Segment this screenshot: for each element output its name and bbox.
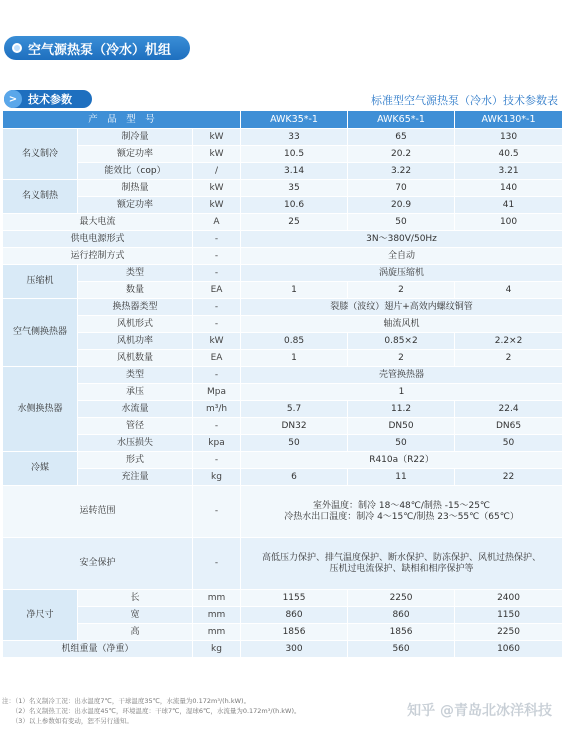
footnotes xyxy=(2,697,301,726)
row-unit: - xyxy=(193,452,241,469)
cell-value: 130 xyxy=(455,129,563,146)
cell-value: 3N～380V/50Hz xyxy=(241,231,563,248)
page-title-text: 空气源热泵（冷水）机组 xyxy=(28,42,172,58)
cell-value: 11.2 xyxy=(348,401,455,418)
table-caption: 标准型空气源热泵（冷水）技术参数表 xyxy=(371,94,558,107)
row-label: 运转范围 xyxy=(3,486,193,538)
row-label: 风机功率 xyxy=(78,333,193,350)
bullet-icon xyxy=(12,43,22,53)
row-group-label: 名义制冷 xyxy=(3,129,78,180)
cell-value: 4 xyxy=(455,282,563,299)
row-label: 充注量 xyxy=(78,469,193,486)
row-unit: kW xyxy=(193,180,241,197)
cell-value: 100 xyxy=(455,214,563,231)
header-model: AWK130*-1 xyxy=(455,111,563,129)
cell-value: 3.14 xyxy=(241,163,348,180)
op-range-line: 冷热水出口温度：制冷 4～15℃/制热 23～55℃（65℃） xyxy=(284,511,519,522)
spec-table xyxy=(2,110,563,658)
cell-value: 2 xyxy=(348,282,455,299)
row-unit: - xyxy=(193,367,241,384)
cell-value: 1150 xyxy=(455,607,563,624)
cell-value: 50 xyxy=(348,435,455,452)
cell-value: 壳管换热器 xyxy=(241,367,563,384)
cell-value: 5.7 xyxy=(241,401,348,418)
row-unit: - xyxy=(193,231,241,248)
table-row xyxy=(3,231,563,248)
cell-value: 1856 xyxy=(241,624,348,641)
row-label: 额定功率 xyxy=(78,146,193,163)
row-label: 额定功率 xyxy=(78,197,193,214)
row-label: 机组重量（净重） xyxy=(3,641,193,658)
row-unit: / xyxy=(193,163,241,180)
cell-value: 25 xyxy=(241,214,348,231)
row-label: 类型 xyxy=(78,367,193,384)
cell-value: 10.5 xyxy=(241,146,348,163)
cell-value: 40.5 xyxy=(455,146,563,163)
row-label: 换热器类型 xyxy=(78,299,193,316)
cell-value: 2.2×2 xyxy=(455,333,563,350)
table-row xyxy=(3,538,563,590)
row-group-label: 水侧换热器 xyxy=(3,367,78,452)
cell-value: 1060 xyxy=(455,641,563,658)
row-unit: A xyxy=(193,214,241,231)
row-unit: - xyxy=(193,486,241,538)
table-row xyxy=(3,350,563,367)
cell-value: 22 xyxy=(455,469,563,486)
table-row xyxy=(3,282,563,299)
cell-value xyxy=(241,486,563,538)
row-unit: mm xyxy=(193,590,241,607)
table-header-row xyxy=(3,111,563,129)
row-label: 管径 xyxy=(78,418,193,435)
row-unit: - xyxy=(193,299,241,316)
table-row xyxy=(3,624,563,641)
row-label: 长 xyxy=(78,590,193,607)
table-row xyxy=(3,469,563,486)
cell-value: 0.85 xyxy=(241,333,348,350)
cell-value: 全自动 xyxy=(241,248,563,265)
cell-value: 20.9 xyxy=(348,197,455,214)
cell-value: 33 xyxy=(241,129,348,146)
row-unit: Mpa xyxy=(193,384,241,401)
section-label xyxy=(4,90,92,108)
table-row xyxy=(3,180,563,197)
arrow-right-icon: > xyxy=(4,90,22,108)
footnote: （3）以上参数如有变动，恕不另行通知。 xyxy=(2,716,133,725)
row-unit: kW xyxy=(193,146,241,163)
table-row xyxy=(3,452,563,469)
cell-value: DN32 xyxy=(241,418,348,435)
table-row xyxy=(3,418,563,435)
row-label: 形式 xyxy=(78,452,193,469)
table-row xyxy=(3,197,563,214)
row-label: 制冷量 xyxy=(78,129,193,146)
row-unit: mm xyxy=(193,607,241,624)
watermark: 知乎 @青岛北冰洋科技 xyxy=(407,703,552,719)
row-unit: kW xyxy=(193,333,241,350)
row-unit: - xyxy=(193,316,241,333)
table-row xyxy=(3,248,563,265)
section-header xyxy=(2,90,562,108)
op-range-line: 室外温度：制冷 18～48℃/制热 -15～25℃ xyxy=(313,500,491,511)
cell-value: 2 xyxy=(455,350,563,367)
cell-value: 70 xyxy=(348,180,455,197)
cell-value: 3.21 xyxy=(455,163,563,180)
cell-value: 50 xyxy=(241,435,348,452)
row-label: 水压损失 xyxy=(78,435,193,452)
cell-value: 0.85×2 xyxy=(348,333,455,350)
row-label: 安全保护 xyxy=(3,538,193,590)
cell-value: 22.4 xyxy=(455,401,563,418)
cell-value: 1155 xyxy=(241,590,348,607)
row-unit: m³/h xyxy=(193,401,241,418)
cell-value: 2250 xyxy=(455,624,563,641)
table-row xyxy=(3,333,563,350)
row-label: 制热量 xyxy=(78,180,193,197)
row-unit: kW xyxy=(193,129,241,146)
cell-value: 50 xyxy=(348,214,455,231)
cell-value: 1 xyxy=(241,350,348,367)
row-unit: mm xyxy=(193,624,241,641)
row-unit: kg xyxy=(193,641,241,658)
row-label: 能效比（cop） xyxy=(78,163,193,180)
table-row xyxy=(3,146,563,163)
row-unit: - xyxy=(193,418,241,435)
cell-value: 35 xyxy=(241,180,348,197)
row-label: 类型 xyxy=(78,265,193,282)
table-row xyxy=(3,163,563,180)
row-unit: EA xyxy=(193,350,241,367)
header-product-model: 产 品 型 号 xyxy=(3,111,241,129)
row-unit: kg xyxy=(193,469,241,486)
table-row xyxy=(3,214,563,231)
table-row xyxy=(3,401,563,418)
table-row xyxy=(3,316,563,333)
cell-value: 1 xyxy=(241,282,348,299)
table-row xyxy=(3,384,563,401)
row-unit: kW xyxy=(193,197,241,214)
row-unit: - xyxy=(193,265,241,282)
table-row xyxy=(3,129,563,146)
table-row xyxy=(3,435,563,452)
cell-value: 2 xyxy=(348,350,455,367)
page-title xyxy=(4,36,190,60)
safety-line: 压机过电流保护、缺相和相序保护等 xyxy=(329,563,474,574)
cell-value: 2400 xyxy=(455,590,563,607)
cell-value: 65 xyxy=(348,129,455,146)
row-group-label: 名义制热 xyxy=(3,180,78,214)
cell-value: 860 xyxy=(348,607,455,624)
cell-value xyxy=(241,538,563,590)
row-group-label: 空气侧换热器 xyxy=(3,299,78,367)
row-label: 水流量 xyxy=(78,401,193,418)
cell-value: 裂膝（波纹）翅片+高效内螺纹铜管 xyxy=(241,299,563,316)
cell-value: 10.6 xyxy=(241,197,348,214)
cell-value: 2250 xyxy=(348,590,455,607)
row-label: 运行控制方式 xyxy=(3,248,193,265)
header-model: AWK65*-1 xyxy=(348,111,455,129)
row-label: 承压 xyxy=(78,384,193,401)
cell-value: 6 xyxy=(241,469,348,486)
row-unit: EA xyxy=(193,282,241,299)
cell-value: 3.22 xyxy=(348,163,455,180)
section-label-text: 技术参数 xyxy=(28,93,72,106)
cell-value: 41 xyxy=(455,197,563,214)
cell-value: 轴流风机 xyxy=(241,316,563,333)
row-label: 供电电源形式 xyxy=(3,231,193,248)
table-row xyxy=(3,486,563,538)
row-label: 风机数量 xyxy=(78,350,193,367)
header-model: AWK35*-1 xyxy=(241,111,348,129)
row-group-label: 压缩机 xyxy=(3,265,78,299)
footnote: 注：（1）名义制冷工况：出水温度7℃，干球温度35℃，水流量为0.172m³/(h.kW)。 xyxy=(2,697,251,705)
row-label: 高 xyxy=(78,624,193,641)
cell-value: 860 xyxy=(241,607,348,624)
cell-value: 560 xyxy=(348,641,455,658)
table-row xyxy=(3,590,563,607)
table-row xyxy=(3,299,563,316)
cell-value: DN50 xyxy=(348,418,455,435)
cell-value: 20.2 xyxy=(348,146,455,163)
row-group-label: 冷媒 xyxy=(3,452,78,486)
row-unit: - xyxy=(193,538,241,590)
row-label: 风机形式 xyxy=(78,316,193,333)
cell-value: 300 xyxy=(241,641,348,658)
cell-value: R410a（R22） xyxy=(241,452,563,469)
cell-value: 涡旋压缩机 xyxy=(241,265,563,282)
row-label: 数量 xyxy=(78,282,193,299)
cell-value: 1 xyxy=(241,384,563,401)
cell-value: 140 xyxy=(455,180,563,197)
table-row xyxy=(3,265,563,282)
row-label: 最大电流 xyxy=(3,214,193,231)
cell-value: 50 xyxy=(455,435,563,452)
table-row xyxy=(3,607,563,624)
row-group-label: 净尺寸 xyxy=(3,590,78,641)
cell-value: 11 xyxy=(348,469,455,486)
footnote: （2）名义制热工况：出水温度45℃，环境温度：干球7℃，湿球6℃，水流量为0.172m³/(h.kW)。 xyxy=(2,706,301,715)
row-label: 宽 xyxy=(78,607,193,624)
cell-value: DN65 xyxy=(455,418,563,435)
safety-line: 高低压力保护、排气温度保护、断水保护、防冻保护、风机过热保护、 xyxy=(262,552,542,563)
table-row xyxy=(3,367,563,384)
cell-value: 1856 xyxy=(348,624,455,641)
row-unit: - xyxy=(193,248,241,265)
row-unit: kpa xyxy=(193,435,241,452)
table-row xyxy=(3,641,563,658)
